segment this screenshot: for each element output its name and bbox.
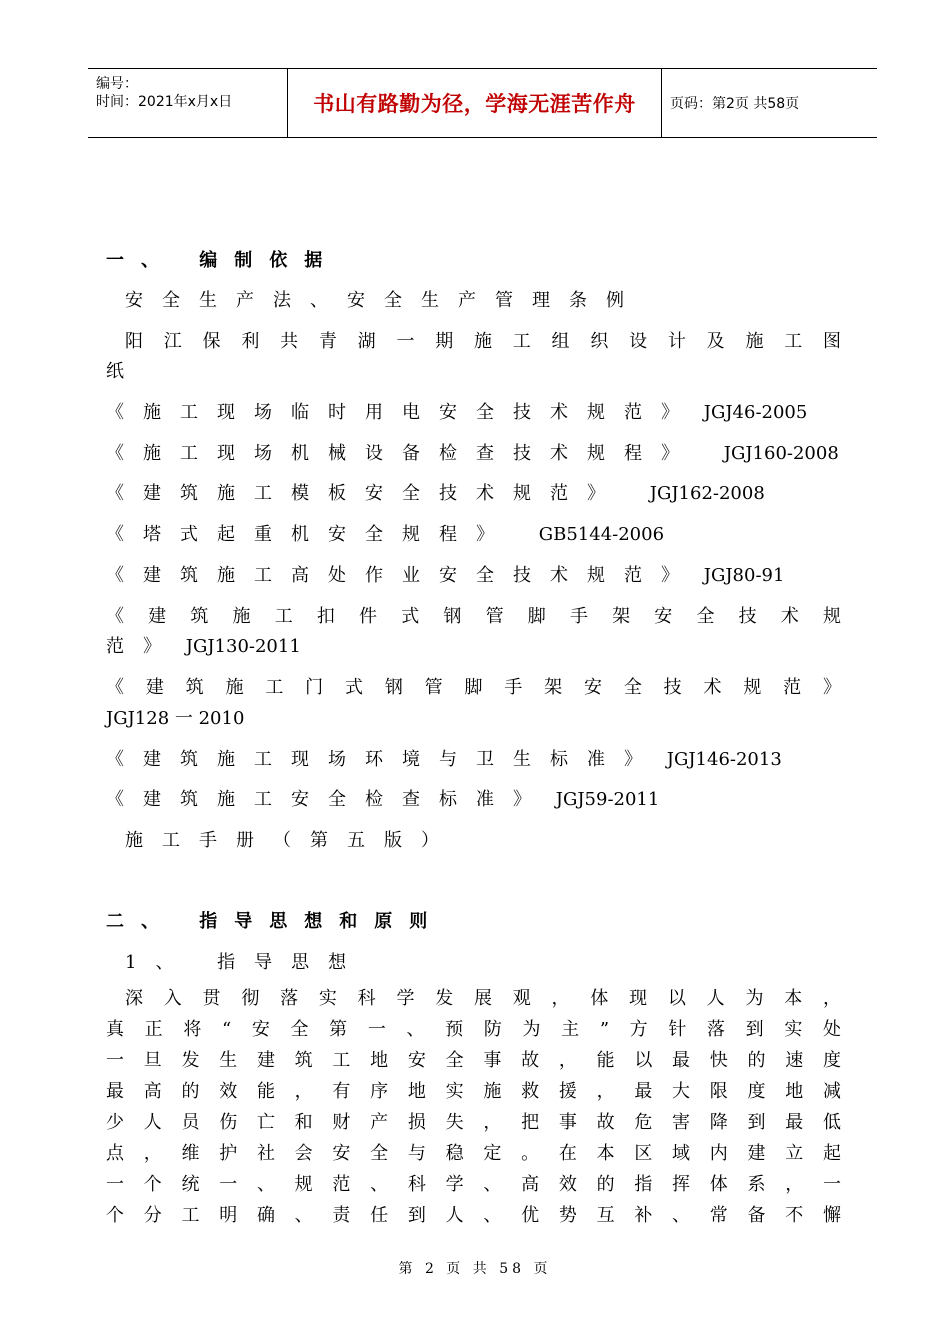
paragraph-line: 少人员伤亡和财产损失，把事故危害降到最低 (106, 1112, 841, 1133)
standard-code: JGJ130-2011 (185, 636, 301, 657)
basis-item (106, 524, 841, 546)
standard-name: 《建筑施工现场环境与卫生标准》 (106, 749, 661, 770)
standard-name: 《建筑施工高处作业安全技术规范》 (106, 565, 698, 586)
basis-item (106, 443, 841, 465)
basis-item: 阳江保利共青湖一期施工组织设计及施工图 (125, 331, 841, 352)
basis-item: 《建筑施工门式钢管脚手架安全技术规范》 (106, 677, 841, 698)
paragraph-line: 个分工明确、责任到人、优势互补、常备不懈 (106, 1205, 841, 1226)
standard-code: GB5144-2006 (538, 524, 665, 545)
paragraph-line: 真正将“安全第一、预防为主”方针落到实处 (106, 1019, 841, 1040)
basis-item: 《建筑施工扣件式钢管脚手架安全技术规 (106, 606, 841, 627)
basis-item: 施工手册（第五版） (125, 830, 458, 851)
standard-name: 《建筑施工模板安全技术规范》 (106, 483, 624, 504)
paragraph-line: 点，维护社会安全与稳定。在本区域内建立起 (106, 1143, 841, 1164)
basis-item-cont (106, 636, 841, 658)
paragraph-line: 深入贯彻落实科学发展观，体现以人为本， (125, 988, 841, 1009)
page-label: 页码：第2页 共58页 (670, 96, 800, 112)
standard-code: JGJ146-2013 (666, 749, 782, 770)
paragraph-line: 一旦发生建筑工地安全事故，能以最快的速度 (106, 1050, 841, 1071)
standard-name: 《塔式起重机安全规程》 (106, 524, 513, 545)
standard-code: JGJ80-91 (703, 565, 785, 586)
basis-item (106, 565, 841, 587)
time-label: 时间：2021年x月x日 (96, 94, 233, 110)
standard-name: 《建筑施工安全检查标准》 (106, 789, 550, 810)
page-footer: 第 2 页 共 58 页 (398, 1261, 552, 1277)
basis-item (106, 749, 841, 771)
standard-code: JGJ162-2008 (649, 483, 765, 504)
subsection-title: 1、 指导思想 (125, 952, 366, 973)
basis-item (106, 789, 841, 811)
motto: 书山有路勤为径，学海无涯苦作舟 (313, 92, 636, 116)
basis-item (106, 402, 841, 424)
header-meta-cell (88, 69, 288, 137)
standard-code: JGJ160-2008 (723, 443, 839, 464)
standard-name: 范》 (106, 636, 180, 657)
standard-code: JGJ128 一 2010 (106, 708, 245, 729)
section-title-1: 一、 编制依据 (106, 250, 340, 271)
basis-item: 安全生产法、安全生产管理条例 (125, 290, 643, 311)
section-title-2: 二、 指导思想和原则 (106, 911, 445, 932)
paragraph-line: 一个统一、规范、科学、高效的指挥体系，一 (106, 1174, 841, 1195)
standard-name: 《施工现场临时用电安全技术规范》 (106, 402, 698, 423)
basis-item (106, 483, 841, 505)
header-motto-cell (288, 69, 662, 137)
standard-code: JGJ46-2005 (703, 402, 808, 423)
paragraph-line: 最高的效能，有序地实施救援，最大限度地减 (106, 1081, 841, 1102)
standard-name: 《施工现场机械设备检查技术规程》 (106, 443, 698, 464)
basis-item-cont: 纸 (106, 361, 124, 382)
page-header (88, 68, 877, 138)
number-label: 编号： (96, 76, 138, 92)
standard-code: JGJ59-2011 (555, 789, 660, 810)
